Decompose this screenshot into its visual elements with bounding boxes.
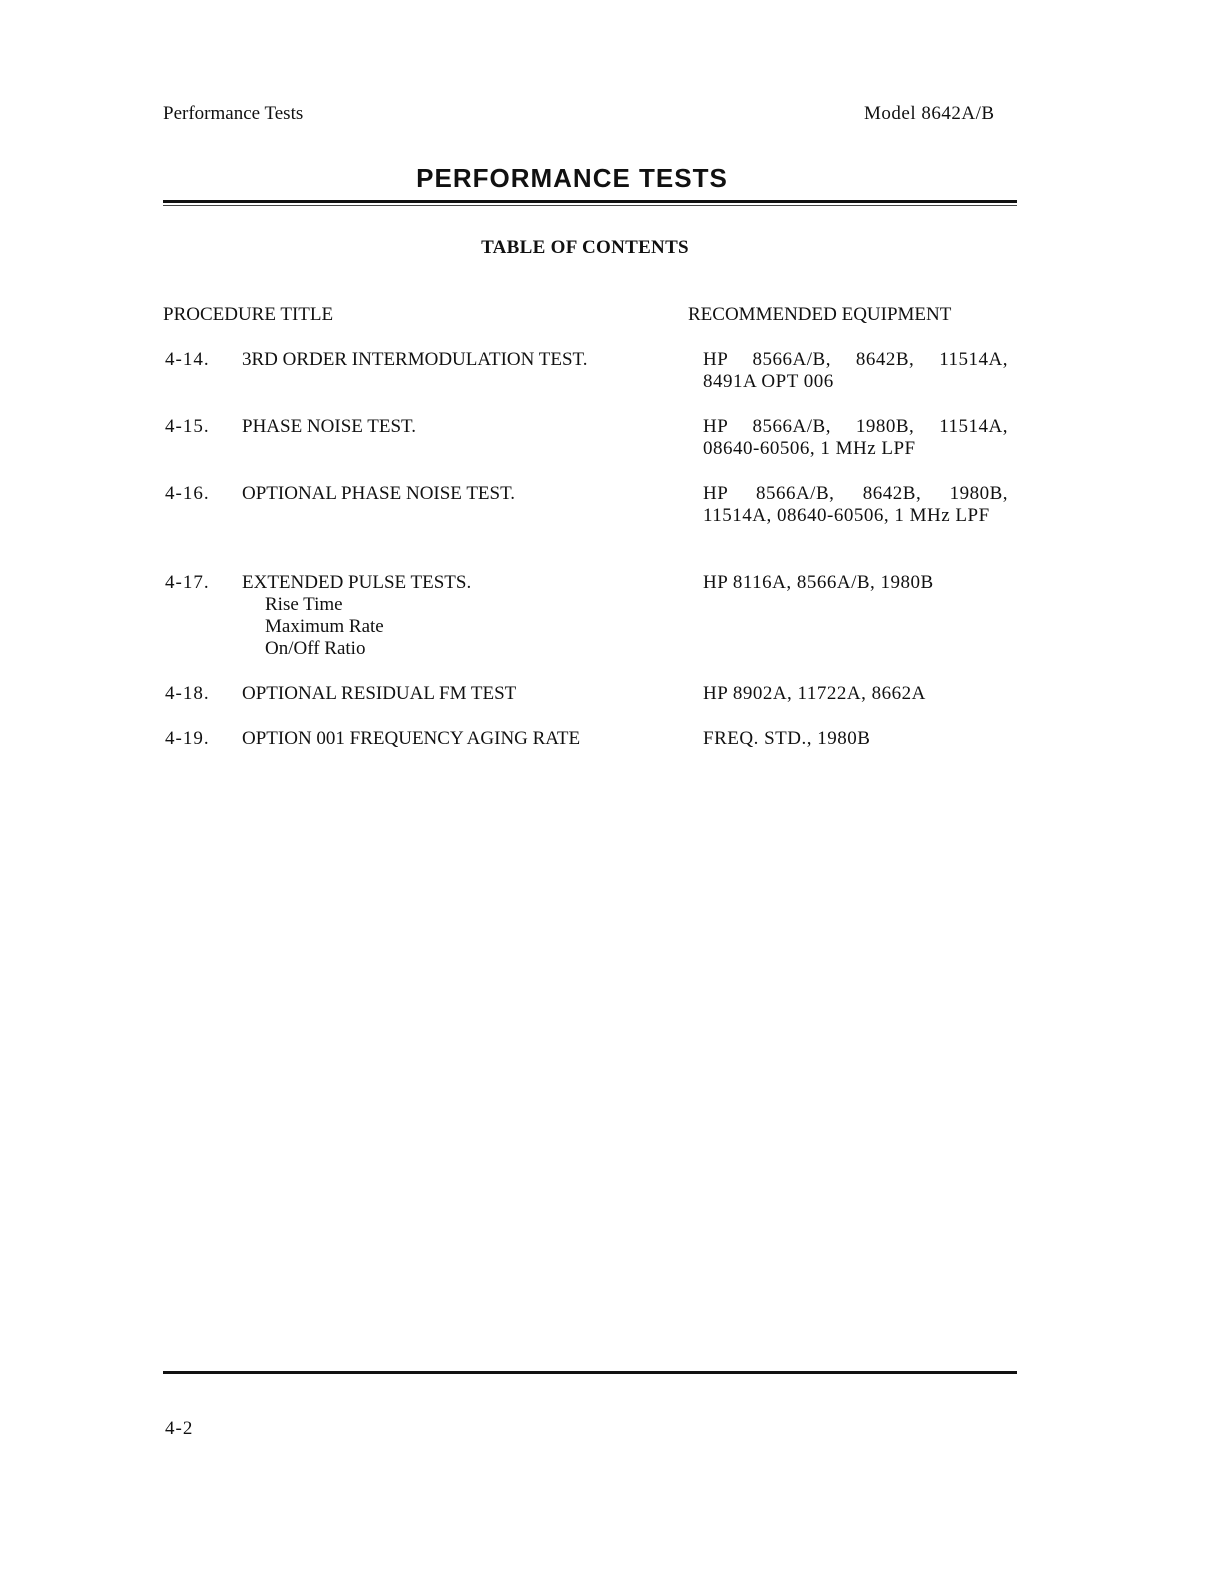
entry-title: OPTIONAL RESIDUAL FM TEST (242, 683, 517, 704)
entry-title: PHASE NOISE TEST. (242, 416, 417, 437)
entry-equipment: HP 8902A, 11722A, 8662A (703, 683, 926, 704)
page-title: PERFORMANCE TESTS (416, 163, 728, 193)
entry-number: 4-17. (165, 572, 210, 593)
title-rule-thin (163, 205, 1017, 206)
entry-title: OPTION 001 FREQUENCY AGING RATE (242, 728, 581, 749)
entry-subitem: Maximum Rate (265, 616, 384, 637)
entry-number: 4-19. (165, 728, 210, 749)
column-header-procedure: PROCEDURE TITLE (163, 304, 334, 325)
footer-rule (163, 1371, 1017, 1374)
entry-equipment: HP 8566A/B, 1980B, 11514A, 08640-60506, 1 MHz LPF (703, 416, 1008, 459)
entry-subitem: On/Off Ratio (265, 638, 366, 659)
toc-heading: TABLE OF CONTENTS (481, 237, 689, 258)
running-header-model: Model 8642A/B (864, 103, 995, 124)
entry-number: 4-15. (165, 416, 210, 437)
entry-title: OPTIONAL PHASE NOISE TEST. (242, 483, 516, 504)
entry-equipment: HP 8566A/B, 8642B, 11514A, 8491A OPT 006 (703, 349, 1008, 392)
title-rule (163, 200, 1017, 203)
entry-equipment: FREQ. STD., 1980B (703, 728, 871, 749)
entry-equipment: HP 8566A/B, 8642B, 1980B, 11514A, 08640-60506, 1 MHz LPF (703, 483, 1008, 526)
running-header-section: Performance Tests (163, 103, 304, 124)
entry-number: 4-18. (165, 683, 210, 704)
column-header-equipment: RECOMMENDED EQUIPMENT (688, 304, 952, 325)
entry-subitem: Rise Time (265, 594, 343, 615)
entry-title: 3RD ORDER INTERMODULATION TEST. (242, 349, 588, 370)
page-number: 4-2 (165, 1418, 194, 1439)
entry-title: EXTENDED PULSE TESTS. (242, 572, 472, 593)
entry-number: 4-16. (165, 483, 210, 504)
entry-equipment: HP 8116A, 8566A/B, 1980B (703, 572, 934, 593)
entry-number: 4-14. (165, 349, 210, 370)
